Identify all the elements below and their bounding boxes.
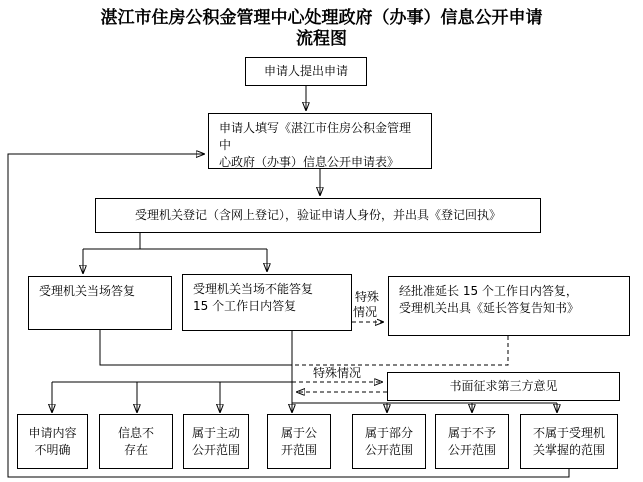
node-reply-15days-line1: 受理机关当场不能答复 — [193, 282, 314, 296]
node-outcome-unclear — [17, 414, 88, 469]
node-outcome-public-line2: 开范围 — [280, 442, 317, 457]
label-special-case-upper-line2: 情况 — [353, 305, 378, 319]
node-reply-onsite — [28, 276, 172, 330]
page-title-line2: 流程图 — [296, 29, 347, 49]
node-outcome-nondisclosure-line1: 属于不予 — [447, 425, 496, 440]
node-third-party — [387, 372, 620, 401]
connector-extend-return — [292, 336, 508, 365]
node-register — [95, 198, 541, 233]
node-fill-form-line1: 申请人填写《湛江市住房公积金管理中 — [219, 121, 412, 152]
node-reply-15days-line2: 15 个工作日内答复 — [193, 299, 297, 313]
node-outcome-proactive — [183, 414, 249, 469]
node-outcome-outofscope-line2: 关掌握的范围 — [532, 442, 605, 457]
page-title-line1: 湛江市住房公积金管理中心处理政府（办事）信息公开申请 — [100, 8, 543, 28]
node-reply-onsite-label: 受理机关当场答复 — [39, 284, 136, 298]
node-fill-form — [208, 113, 432, 169]
node-outcome-unclear-line2: 不明确 — [34, 442, 71, 457]
node-reply-15days — [182, 274, 352, 331]
node-outcome-partial-line2: 公开范围 — [364, 442, 413, 457]
node-outcome-proactive-line2: 公开范围 — [191, 442, 240, 457]
node-fill-form-line2: 心政府（办事）信息公开申请表》 — [219, 155, 400, 169]
node-outcome-public-line1: 属于公 — [280, 425, 317, 440]
node-outcome-notexist-line1: 信息不 — [117, 425, 154, 440]
node-outcome-proactive-line1: 属于主动 — [191, 425, 240, 440]
node-outcome-nondisclosure-line2: 公开范围 — [447, 442, 496, 457]
node-outcome-outofscope — [520, 414, 618, 469]
node-apply — [245, 57, 367, 86]
node-extend-reply-line2: 受理机关出具《延长答复告知书》 — [399, 301, 580, 315]
label-special-case-lower: 特殊情况 — [313, 366, 362, 380]
node-outcome-partial — [352, 414, 426, 469]
node-outcome-notexist — [99, 414, 173, 469]
node-extend-reply-line1: 经批准延长 15 个工作日内答复， — [399, 284, 578, 298]
node-register-label: 受理机关登记（含网上登记），验证申请人身份，并出具《登记回执》 — [134, 208, 501, 222]
connector-onsite-merge — [100, 330, 292, 365]
node-extend-reply — [388, 276, 630, 336]
node-outcome-nondisclosure — [435, 414, 509, 469]
node-apply-label: 申请人提出申请 — [263, 64, 348, 78]
node-outcome-outofscope-line1: 不属于受理机 — [532, 425, 605, 440]
node-outcome-public — [267, 414, 331, 469]
node-outcome-partial-line1: 属于部分 — [364, 425, 413, 440]
node-outcome-unclear-line1: 申请内容 — [28, 425, 77, 440]
node-third-party-label: 书面征求第三方意见 — [449, 379, 558, 393]
label-special-case-upper-line1: 特殊 — [355, 290, 380, 304]
node-outcome-notexist-line2: 存在 — [123, 442, 148, 457]
